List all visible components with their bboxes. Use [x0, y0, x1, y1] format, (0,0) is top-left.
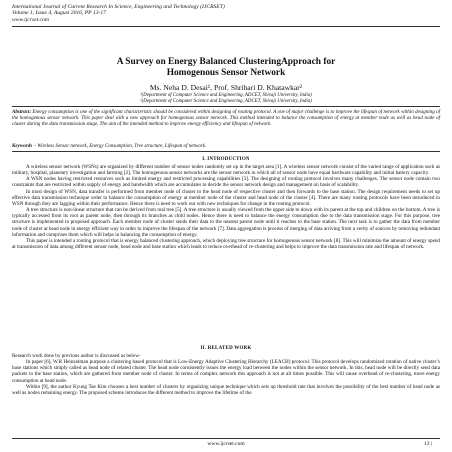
- introduction-body: [12, 164, 440, 250]
- title-line-2: Homogenous Sensor Network: [166, 68, 286, 78]
- section-heading-introduction: I. INTRODUCTION: [202, 157, 250, 162]
- journal-website: www.ijcrset.com: [12, 16, 49, 23]
- keywords-text: – Wireless Sensor network, Energy Consumption, Tree structure, Lifespan of network.: [33, 143, 207, 149]
- paper-title: [0, 57, 452, 79]
- journal-header: [12, 4, 442, 23]
- intro-paragraph-5: This paper is intended a routing protocol that is energy balanced clustering approach, which deploying tree structure for homogenous sensor network [8]. This will minimize the amount of energy spend at transmission of data among different sensor node, head node and base station which leads to reduce overhead of re-clustering and helps to improve the data transmission rate and lifespan of network.: [12, 237, 440, 251]
- abstract-top-rule: [12, 106, 440, 107]
- affiliation-1: ¹(Department of Computer Science and Engineering, ADCET, Shivaji University, India): [140, 93, 312, 98]
- affiliation-2: ²(Department of Computer Science and Engineering, ADCET, Shivaji University, India): [140, 99, 312, 104]
- intro-paragraph-1: A wireless sensor network (WSNs) are organized by different number of sensor nodes randomly set up in the target area [1]. A wireless sensor network consist of the varied range of application such as military, hospital, planetary investigation and farming [2]. The homogenous sensor networks are the sensor network in which all of sensor node have equal hardware capability and initial battery capacity.: [12, 164, 440, 177]
- abstract-bottom-rule: [12, 151, 440, 152]
- related-paragraph-1: Research work done by previous author is discussed as below-: [12, 353, 141, 359]
- keywords: [12, 143, 440, 149]
- footer-rule: [12, 438, 440, 439]
- related-paragraph-3: Within [9], the author Kyung Tae Kim chooses a best number of clusters by organizing unique technique which sets up threshold rate that involves the possibility of the best number of head node as well as nodes remaining energy. The proposed scheme introduces the different method to improve the lifetime of the: [12, 383, 440, 396]
- author-list: Ms. Neha D. Desai¹, Prof. Shrihari D. Khatawkar²: [149, 83, 303, 92]
- related-paragraph-2: In paper [6], W.R Heinzelman purpose a clustering based protocol that is Low-Energy Adaptive Clustering Hierarchy (LEACH) protocol. This protocol develops randomized rotation of native cluster’s base stations which simply called as head node of related cluster. The head node consistently issues the energy load between the nodes within the sensor network. In this, head node will be directly send data packets to the base station, which are gathered from member node of cluster. In terms of complex network this approach is not at all times possible. This will cause overhead of re-clustering, more energy consumption at head node.: [12, 359, 440, 384]
- journal-name: International Journal of Current Research In Science, Engineering and Technology (IJCRSET): [12, 4, 225, 10]
- intro-paragraph-2: A WSN nodes having restricted resources such as limited energy and restricted processing capabilities [3]. The designing of routing protocol involves many challenges. The sensor node contain two constraints that are restricted within supply of energy and bandwidth which are accumulates to decide the sensor network design and management on basis of scalability.: [12, 176, 440, 189]
- journal-volume: Volume 1, Issue 4, August 2016, PP 13-17: [12, 10, 106, 17]
- affiliations: [0, 93, 452, 105]
- page-number: 13 |: [424, 441, 432, 447]
- intro-paragraph-3: In most design of WSN, data transfer is performed from member node of cluster to the head node of respective cluster and then forwards to the base station. The design requirement needs to set up effective data transmission technique order to balance the consumption of energy at member node of the cluster and head node of the cluster [4]. There are many routing protocols have been introduced in WSN through they are lagging within their performance. Hence there is need to work out with new techniques for change in the routing protocol.: [12, 188, 440, 207]
- abstract: [12, 109, 440, 127]
- keywords-label: Keywords: [12, 143, 33, 149]
- intro-paragraph-4: A tree structure is non-linear structure that can be derived from real tree [5]. A tree structure is usually viewed from the upper side to down with its parent at the top and children on the bottom. A tree is typically accessed from its root as parent node, then through its branches as child nodes. Hence there is need to balance the energy consumption due to the data transmission stage. For this purpose, tree structure is implemented in proposed approach. Each member node of cluster sends their data to the nearest parent node until it reaches to the base station. The next task is to gather the data from member node of cluster at head node in energy efficient way in order to improve the lifespan of the network [7]. Data aggregation is process of merging of data arriving from a verity of sources by removing redundant information and comprises them which will helps in balancing the consumption of energy.: [12, 207, 440, 238]
- section-heading-related-work: II. RELATED WORK: [200, 346, 252, 351]
- header-rule: [12, 26, 440, 27]
- related-work-body: [12, 353, 440, 396]
- footer-url: www.ijcrset.com: [207, 441, 245, 447]
- abstract-text: Energy consumption is one of the significant characteristic should be considered within designing of routing protocol. A one of major challenge is to improve the lifespan of network within designing of the homogenous sensor network. This paper deal with a new approach for homogenous sensor network. This method intended to balance the consumption of energy at member node as well as head node of cluster during the data transmission stage. The aim of the intended method to improve energy efficiency and lifespan of network.: [12, 109, 440, 128]
- abstract-label: Abstract:: [12, 109, 32, 115]
- title-line-1: A Survey on Energy Balanced ClusteringApproach for: [116, 57, 336, 67]
